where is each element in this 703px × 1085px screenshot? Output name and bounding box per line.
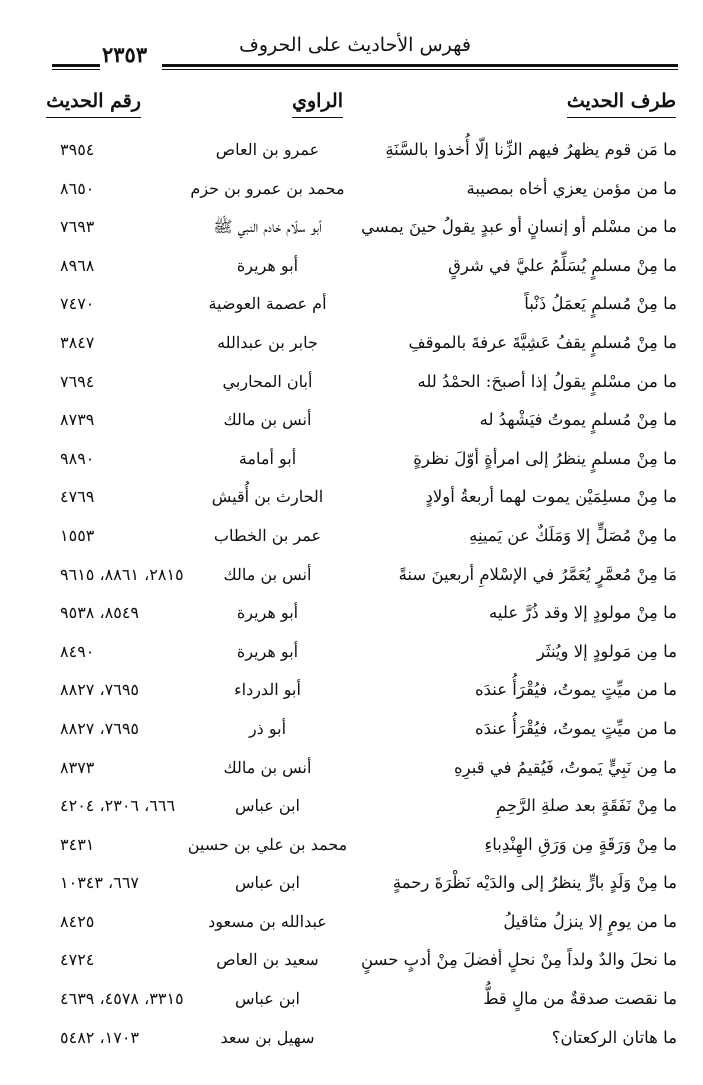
hadith-number: ٣٣١٥، ٤٥٧٨، ٤٦٣٩ — [60, 989, 184, 1009]
hadith-text: ما مِنْ مُسلمٍ يَعمَلُ ذَنْباً — [524, 294, 677, 314]
narrator-name: أبو الدرداء — [234, 680, 301, 700]
table-row — [0, 908, 703, 947]
table-row — [0, 1024, 703, 1063]
hadith-number: ٧٦٩٤ — [60, 371, 95, 391]
narrator-name: الحارث بن أُقيش — [211, 487, 324, 507]
hadith-number: ٧٦٩٥، ٨٨٢٧ — [60, 680, 139, 700]
table-row — [0, 290, 703, 329]
hadith-number: ٣٩٥٤ — [60, 140, 95, 159]
hadith-text: ما مِنْ وَرَقَةٍ مِن وَرَقِ الهِنْدِباءِ — [484, 834, 677, 854]
hadith-text: ما مِنْ نَفَقَةٍ بعد صلةِ الرَّحِمِ — [495, 796, 677, 816]
narrator-name: أبو ذر — [248, 718, 287, 738]
narrator-name: أنس بن مالك — [223, 564, 312, 584]
narrator-name: أم عصمة العوضية — [208, 294, 327, 314]
hadith-text: ما من ميِّتٍ يموتُ، فيُقْرَأُ عندَه — [474, 680, 677, 700]
hadith-text: ما من ميِّتٍ يموتُ، فيُقْرَأُ عندَه — [474, 718, 677, 738]
narrator-name: محمد بن علي بن حسين — [187, 834, 348, 854]
table-row — [0, 213, 703, 252]
hadith-text: ما مِنْ مسلمٍ ينظرُ إلى امرأةٍ أوّلَ نظرةٍ — [413, 448, 677, 468]
page-number: ٢٣٥٣ — [102, 42, 148, 67]
header-rule-thick — [162, 64, 678, 67]
table-row — [0, 985, 703, 1024]
narrator-name: محمد بن عمرو بن حزم — [190, 178, 345, 198]
hadith-number: ٨٩٦٨ — [60, 255, 95, 275]
running-header — [52, 30, 676, 70]
hadith-number: ٣٨٤٧ — [60, 332, 95, 352]
hadith-text: ما مِنْ مولودٍ إلا وقد ذُرَّ عليه — [489, 603, 677, 623]
table-row — [0, 754, 703, 793]
table-row — [0, 831, 703, 870]
table-row — [0, 329, 703, 368]
hadith-number: ٩٨٩٠ — [60, 448, 95, 468]
narrator-name: أبو أمامة — [238, 448, 297, 468]
hadith-number: ١٧٠٣، ٥٤٨٢ — [60, 1027, 139, 1047]
hadith-number: ٨٣٧٣ — [60, 757, 95, 777]
hadith-number: ٧٦٩٣ — [60, 217, 95, 237]
hadith-number: ١٥٥٣ — [60, 525, 95, 545]
hadith-text: ما نحلَ والدٌ ولداً مِنْ نحلٍ أفضلَ مِنْ أدبٍ حسنٍ — [360, 950, 677, 970]
column-header-hadith-text: طرف الحديث — [567, 90, 676, 112]
hadith-number: ٦٦٦، ٢٣٠٦، ٤٢٠٤ — [60, 796, 176, 816]
hadith-number: ٤٧٦٩ — [60, 487, 95, 507]
hadith-text: ما مِن مَولودٍ إلا ويُنثَر — [536, 641, 677, 661]
header-rule-thick-left — [52, 64, 100, 67]
hadith-text: ما من مسْلم أو إنسانٍ أو عبدٍ يقولُ حينَ يمسي — [361, 217, 677, 237]
column-header-hadith-number: رقم الحديث — [46, 90, 141, 112]
hadith-number: ٦٦٧، ١٠٣٤٣ — [60, 873, 139, 893]
table-row — [0, 561, 703, 600]
narrator-name: سهيل بن سعد — [220, 1027, 315, 1047]
hadith-number: ٧٤٧٠ — [60, 294, 95, 314]
hadith-text: ما مِنْ مُسلمٍ يموتُ فيَشْهدُ له — [479, 410, 677, 430]
hadith-number: ٨٦٥٠ — [60, 178, 95, 198]
hadith-number: ٨٤٢٥ — [60, 911, 95, 931]
table-row — [0, 136, 703, 175]
table-row — [0, 483, 703, 522]
hadith-number: ٣٤٣١ — [60, 834, 95, 854]
table-row — [0, 676, 703, 715]
column-header-narrator: الراوي — [292, 90, 343, 112]
hadith-text: ما مِنْ مسلِمَيْن يموت لهما أربعةُ أولادٍ — [425, 487, 677, 507]
narrator-name: ابن عباس — [235, 873, 300, 893]
hadith-text: ما مِنْ مُصَلٍّ إلا وَمَلَكٌ عن يَمينِهِ — [469, 525, 677, 545]
hadith-text: ما من مؤمن يعزي أخاه بمصيبة — [466, 178, 677, 198]
table-row — [0, 638, 703, 677]
hadith-text: ما مَن قوم يظهرُ فيهم الزِّنا إلّا أُخذوا بالسَّنَةِ — [385, 140, 677, 159]
narrator-name: أبو سلّام خادم النبي ﷺ — [213, 217, 322, 237]
hadith-text: ما نقصت صدقةٌ من مالٍ قطُّ — [483, 989, 677, 1009]
table-row — [0, 715, 703, 754]
narrator-name: عمر بن الخطاب — [213, 525, 322, 545]
header-rule-thin — [162, 69, 678, 70]
table-row — [0, 175, 703, 214]
narrator-name: أبو هريرة — [236, 603, 299, 623]
narrator-name: سعيد بن العاص — [216, 950, 319, 970]
hadith-number: ٤٧٢٤ — [60, 950, 95, 970]
narrator-name: ابن عباس — [235, 796, 300, 816]
header-rule-thin-left — [52, 69, 100, 70]
hadith-number: ٢٨١٥، ٨٨٦١، ٩٦١٥ — [60, 564, 184, 584]
hadith-number: ٨٧٣٩ — [60, 410, 95, 430]
page-title: فهرس الأحاديث على الحروف — [239, 34, 471, 56]
narrator-name: أنس بن مالك — [223, 410, 312, 430]
index-table — [0, 136, 703, 1062]
hadith-text: ما من يومٍ إلا ينزلُ مثاقيلُ — [503, 911, 677, 931]
table-row — [0, 368, 703, 407]
hadith-text: ما مِن نَبِيٍّ يَموتُ، فَيُقيمُ في قبرِهِ — [454, 757, 677, 777]
narrator-name: جابر بن عبدالله — [217, 332, 318, 352]
table-row — [0, 792, 703, 831]
narrator-name: أبو هريرة — [236, 255, 299, 275]
narrator-name: عبدالله بن مسعود — [208, 911, 327, 931]
hadith-text: ما مِنْ وَلَدٍ بارٍّ ينظرُ إلى والدَيْه نَظْرَةَ رحمةٍ — [392, 873, 677, 893]
table-row — [0, 252, 703, 291]
hadith-number: ٨٤٩٠ — [60, 641, 95, 661]
table-row — [0, 522, 703, 561]
hadith-number: ٧٦٩٥، ٨٨٢٧ — [60, 718, 139, 738]
hadith-text: مَا مِنْ مُعمَّرٍ يُعَمَّرُ في الإسْلامِ أربعينَ سنةً — [398, 564, 677, 584]
hadith-text: ما مِنْ مُسلمٍ يقفُ عَشِيَّةَ عرفةَ بالموقفِ — [408, 332, 677, 352]
hadith-text: ما هاتان الركعتان؟ — [551, 1027, 677, 1047]
table-row — [0, 946, 703, 985]
table-row — [0, 406, 703, 445]
narrator-name: عمرو بن العاص — [215, 140, 320, 159]
narrator-name: أنس بن مالك — [223, 757, 312, 777]
narrator-name: ابن عباس — [235, 989, 300, 1009]
table-row — [0, 599, 703, 638]
table-row — [0, 869, 703, 908]
hadith-text: ما من مسْلمٍ يقولُ إذا أصبحَ: الحمْدُ لله — [417, 371, 677, 391]
hadith-text: ما مِنْ مسلمٍ يُسَلِّمُ عليَّ في شرقٍ — [448, 255, 677, 275]
hadith-number: ٨٥٤٩، ٩٥٣٨ — [60, 603, 139, 623]
table-row — [0, 445, 703, 484]
narrator-name: أبان المحاربي — [222, 371, 313, 391]
narrator-name: أبو هريرة — [236, 641, 299, 661]
